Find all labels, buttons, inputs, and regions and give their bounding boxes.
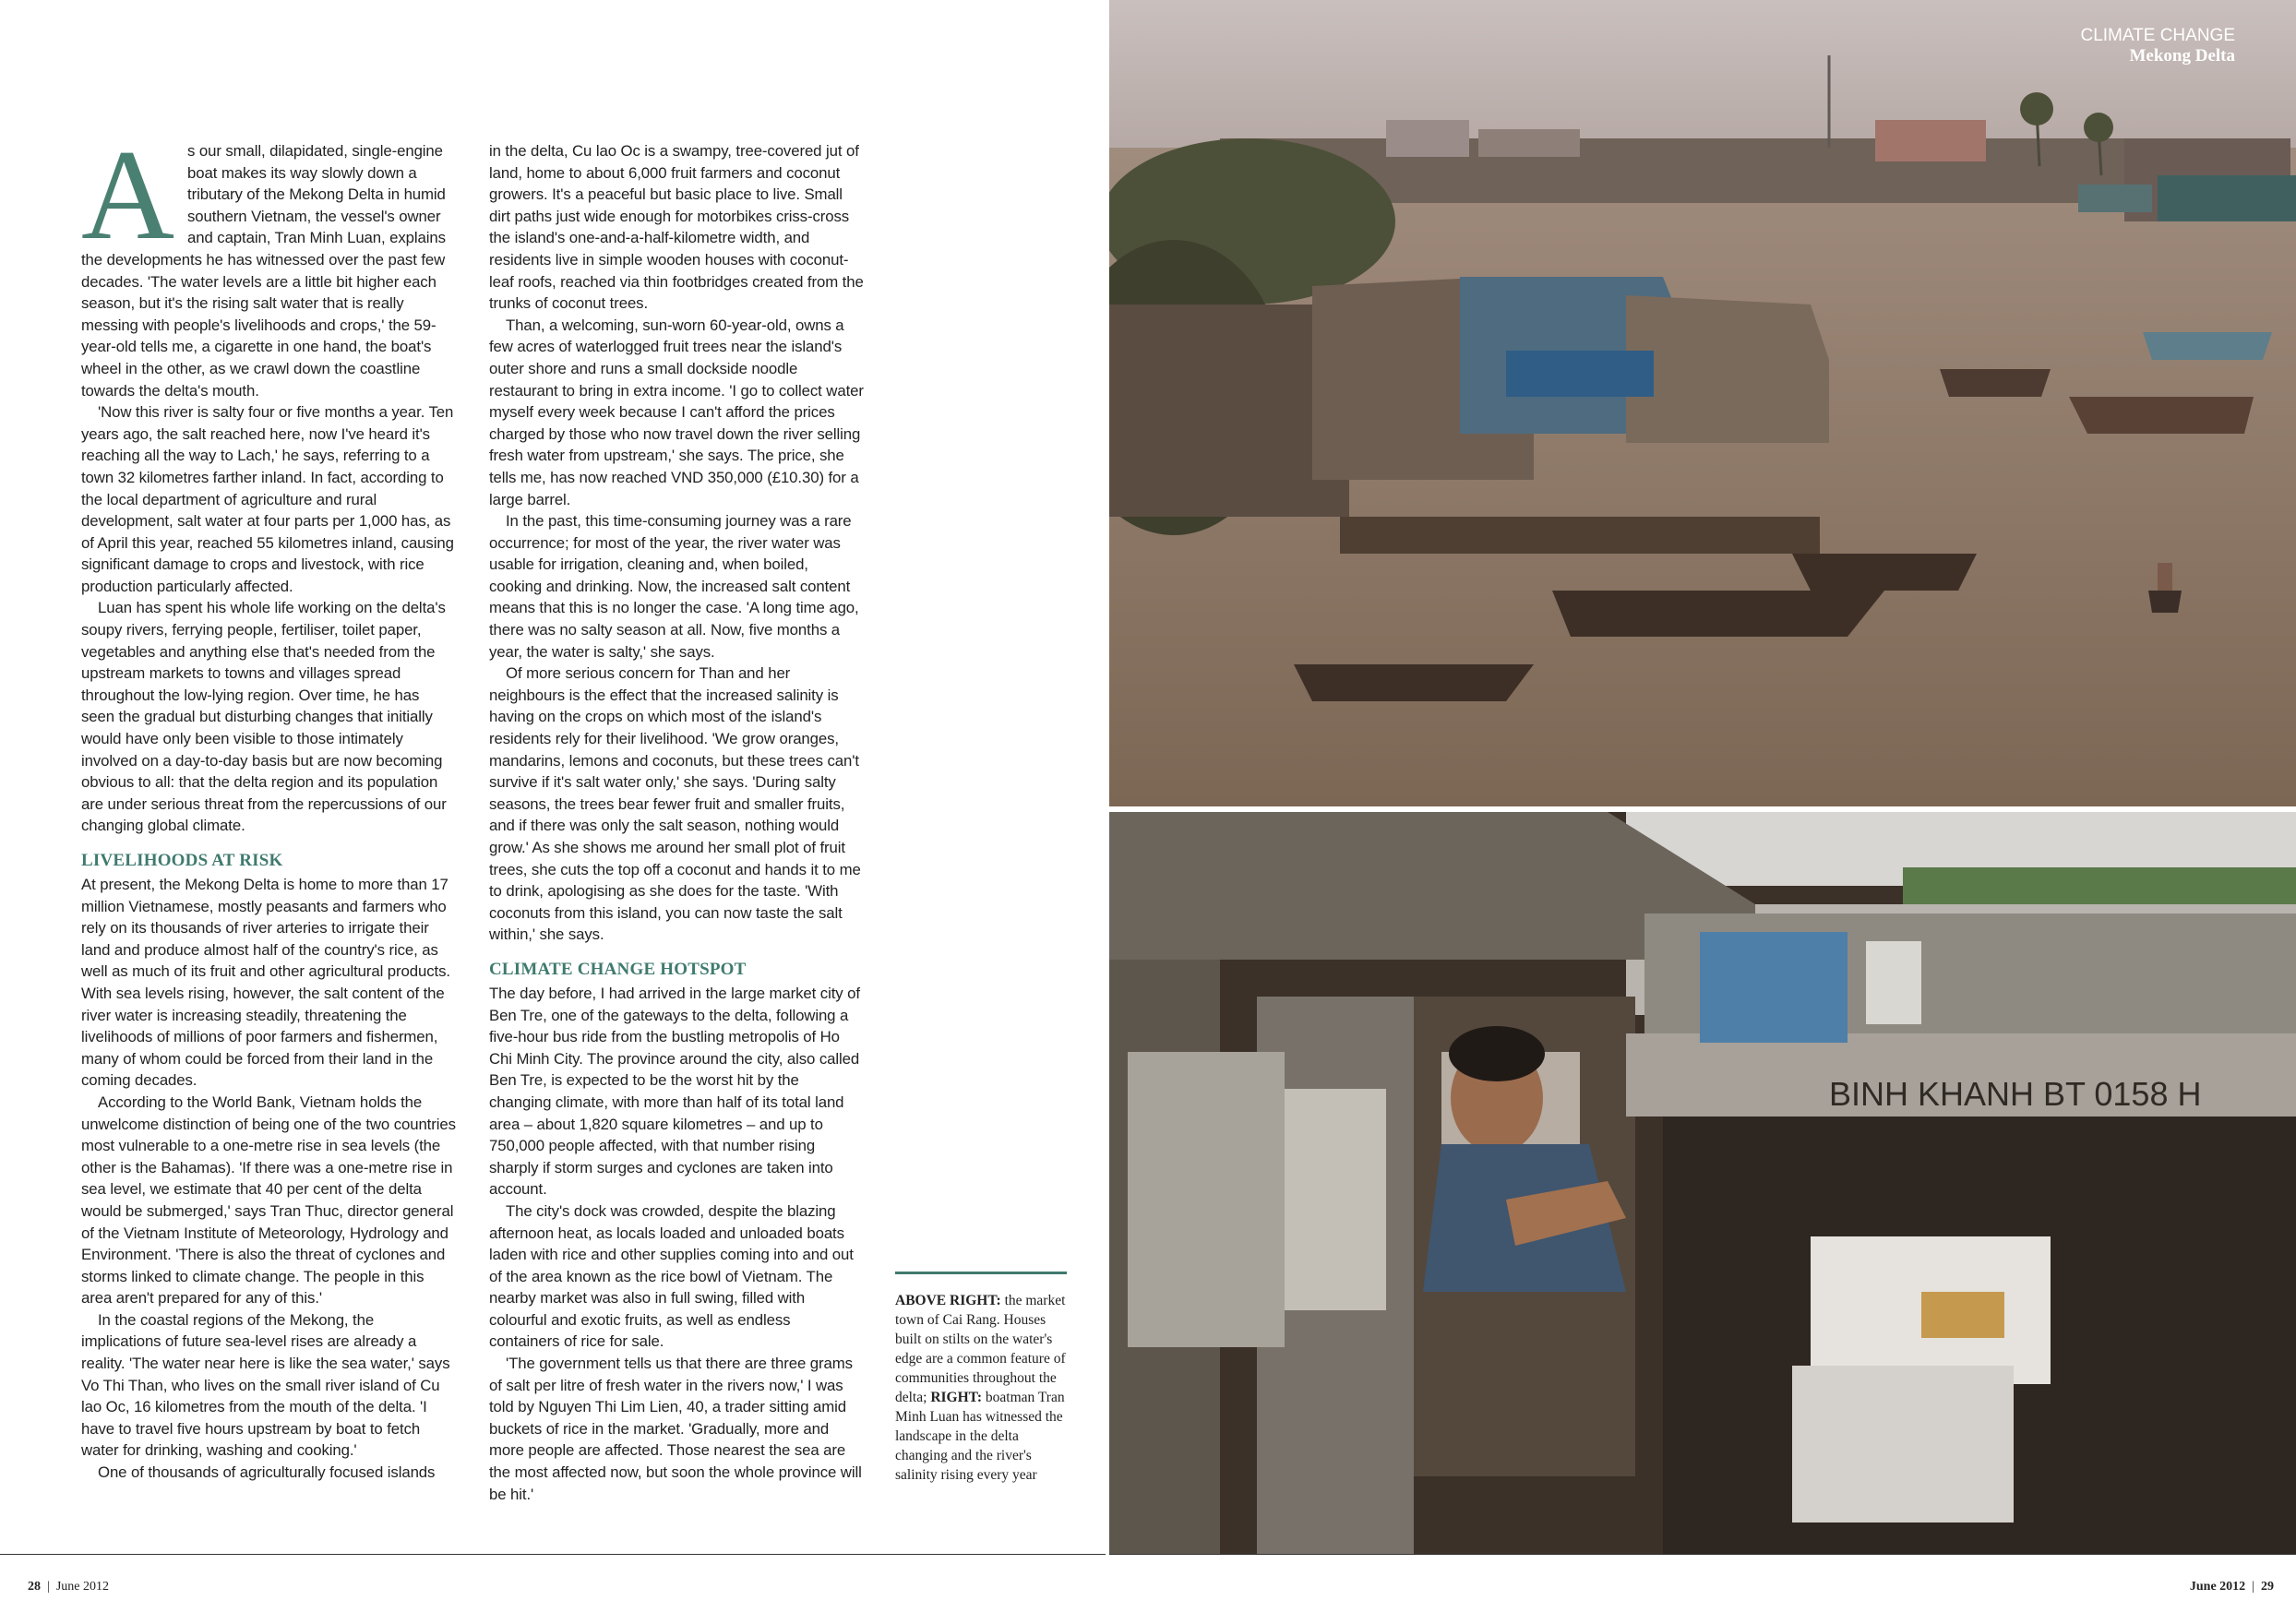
photo-river-market-illustration <box>1109 0 2296 806</box>
page-number: 29 <box>2261 1580 2274 1594</box>
article-column-1 <box>81 124 456 1484</box>
folio-left <box>28 1580 109 1594</box>
photo-boatman <box>1109 812 2296 1554</box>
folio-separator: | <box>47 1580 50 1594</box>
section-title: CLIMATE CHANGE <box>2080 26 2235 45</box>
caption-text: the market town of Cai Rang. Houses built on stilts on the water's edge are a common feature of communities throughout the delta; <box>895 1293 1066 1405</box>
section-heading: LIVELIHOODS AT RISK <box>81 851 283 870</box>
section-label <box>2080 26 2235 66</box>
paragraph: In the coastal regions of the Mekong, the implications of future sea-level rises are already a reality. 'The water near here is like the sea water,' says Vo Thi Than, who lives on the small river island of Cu lao Oc, 16 kilometres from the mouth of the delta. 'I have to travel five hours upstream by boat to fetch water for drinking, washing and cooking.' <box>81 1310 450 1460</box>
photo-river-market <box>1109 0 2296 806</box>
paragraph: in the delta, Cu lao Oc is a swampy, tree-covered jut of land, home to about 6,000 fruit farmers and coconut growers. It's a peaceful but basic place to live. Small dirt paths just wide enough for motorbikes criss-cross the island's one-and-a-half-kilometre width, and residents live in simple wooden houses with coconut-leaf roofs, reached via thin footbridges created from the trunks of coconut trees. <box>489 142 864 313</box>
boat-registration: BINH KHANH BT 0158 H <box>1829 1075 2202 1113</box>
paragraph: One of thousands of agriculturally focused islands <box>98 1463 436 1482</box>
issue-date: June 2012 <box>2189 1580 2246 1594</box>
paragraph: Than, a welcoming, sun-worn 60-year-old, owns a few acres of waterlogged fruit trees near the island's outer shore and runs a small dockside noodle restaurant to bring in extra income. 'I go to collect water myself every week because I can't afford the prices charged by those who now travel down the river selling fresh water from upstream,' she says. The price, she tells me, has now reached VND 350,000 (£10.30) for a large barrel. <box>489 316 864 508</box>
folio-right <box>2190 1580 2274 1594</box>
section-subtitle: Mekong Delta <box>2129 46 2235 66</box>
paragraph: Of more serious concern for Than and her neighbours is the effect that the increased salinity is having on the crops on which most of the island's residents rely for their livelihood. 'We grow oranges, mandarins, lemons and coconuts, but these trees can't survive if it's salt water only,' she says. 'During salty seasons, the trees bear fewer fruit and smaller fruits, and if there was only the salt season, nothing would grow.' As she shows me around her small plot of fruit trees, she cuts the top off a coconut and hands it to me to drink, apologising as she does for the taste. 'With coconuts from this island, you can now taste the salt within,' she says. <box>489 664 861 944</box>
photo-caption <box>895 1272 1067 1485</box>
paragraph: s our small, dilapidated, single-engine boat makes its way slowly down a tributary of the Mekong Delta in humid southern Vietnam, the vessel's owner and captain, Tran Minh Luan, explains the developments he has witnessed over the past few decades. 'The water levels are a little bit higher each season, but it's the rising salt water that is really messing with people's livelihoods and crops,' the 59-year-old tells me, a cigarette in one hand, the boat's wheel in the other, as we crawl down the coastline towards the delta's mouth. <box>81 142 446 400</box>
paragraph: Luan has spent his whole life working on the delta's soupy rivers, ferrying people, fertiliser, toilet paper, vegetables and anything else that's needed from the upstream markets to towns and villages spread throughout the low-lying region. Over time, he has seen the gradual but disturbing changes that initially would have only been visible to those intimately involved on a day-to-day basis but are now becoming obvious to all: that the delta region and its population are under serious threat from the repercussions of our changing global climate. <box>81 599 447 835</box>
paragraph: The day before, I had arrived in the large market city of Ben Tre, one of the gateways to the delta, following a five-hour bus ride from the bustling metropolis of Ho Chi Minh City. The province around the city, also called Ben Tre, is expected to be the worst hit by the changing climate, with more than half of its total land area – about 1,820 square kilometres – and up to 750,000 people affected, with that number rising sharply if storm surges and cyclones are taken into account. <box>489 984 860 1199</box>
paragraph: At present, the Mekong Delta is home to more than 17 million Vietnamese, mostly peasants and farmers who rely on its thousands of river arteries to irrigate their land and produce almost half of the country's rice, as well as much of its fruit and other agricultural products. With sea levels rising, however, the salt content of the river water is increasing steadily, threatening the livelihoods of millions of poor farmers and fishermen, many of whom could be forced from their land in the coming decades. <box>81 876 450 1090</box>
drop-cap: A <box>81 124 175 267</box>
section-heading: CLIMATE CHANGE HOTSPOT <box>489 959 747 979</box>
paragraph: In the past, this time-consuming journey was a rare occurrence; for most of the year, the river water was usable for irrigation, cleaning and, when boiled, cooking and drinking. Now, the increased salt content means that this is no longer the case. 'A long time ago, there was no salty season at all. Now, five months a year, the water is salty,' she says. <box>489 512 859 661</box>
folio-separator: | <box>2252 1580 2254 1594</box>
page-number: 28 <box>28 1580 41 1594</box>
spread-gutter <box>1106 0 1109 1624</box>
paragraph: 'The government tells us that there are three grams of salt per litre of fresh water in the rivers now,' I was told by Nguyen Thi Lim Lien, 40, a trader sitting amid buckets of rice in the market. 'Gradually, more and more people are affected. Those nearest the sea are the most affected now, but soon the whole province will be hit.' <box>489 1355 862 1503</box>
issue-date: June 2012 <box>55 1580 109 1594</box>
article-column-2 <box>489 140 864 1505</box>
paragraph: 'Now this river is salty four or five months a year. Ten years ago, the salt reached here, now I've heard it's reaching all the way to Lach,' he says, referring to a town 32 kilometres farther inland. In fact, according to the local department of agriculture and rural development, salt water at four parts per 1,000 has, as of April this year, reached 55 kilometres inland, causing significant damage to crops and livestock, with rice production particularly affected. <box>81 403 454 595</box>
photo-boatman-illustration <box>1109 812 2296 1554</box>
paragraph: According to the World Bank, Vietnam holds the unwelcome distinction of being one of the two countries most vulnerable to a one-metre rise in sea levels (the other is the Bahamas). 'If there was a one-metre rise in sea level, we estimate that 40 per cent of the delta would be submerged,' says Tran Thuc, director general of the Vietnam Institute of Meteorology, Hydrology and Environment. 'There is also the threat of cyclones and storms linked to climate change. The people in this area aren't prepared for any of this.' <box>81 1093 456 1308</box>
caption-label: RIGHT: <box>930 1390 983 1405</box>
caption-label: ABOVE RIGHT: <box>895 1293 1001 1308</box>
caption-text: boatman Tran Minh Luan has witnessed the landscape in the delta changing and the river's salinity rising every year <box>895 1390 1065 1483</box>
paragraph: The city's dock was crowded, despite the blazing afternoon heat, as locals loaded and unloaded boats laden with rice and other supplies coming into and out of the area known as the rice bowl of Vietnam. The nearby market was also in full swing, filled with colourful and exotic fruits, as well as endless containers of rice for sale. <box>489 1201 854 1351</box>
footer-rule <box>0 1554 2296 1555</box>
